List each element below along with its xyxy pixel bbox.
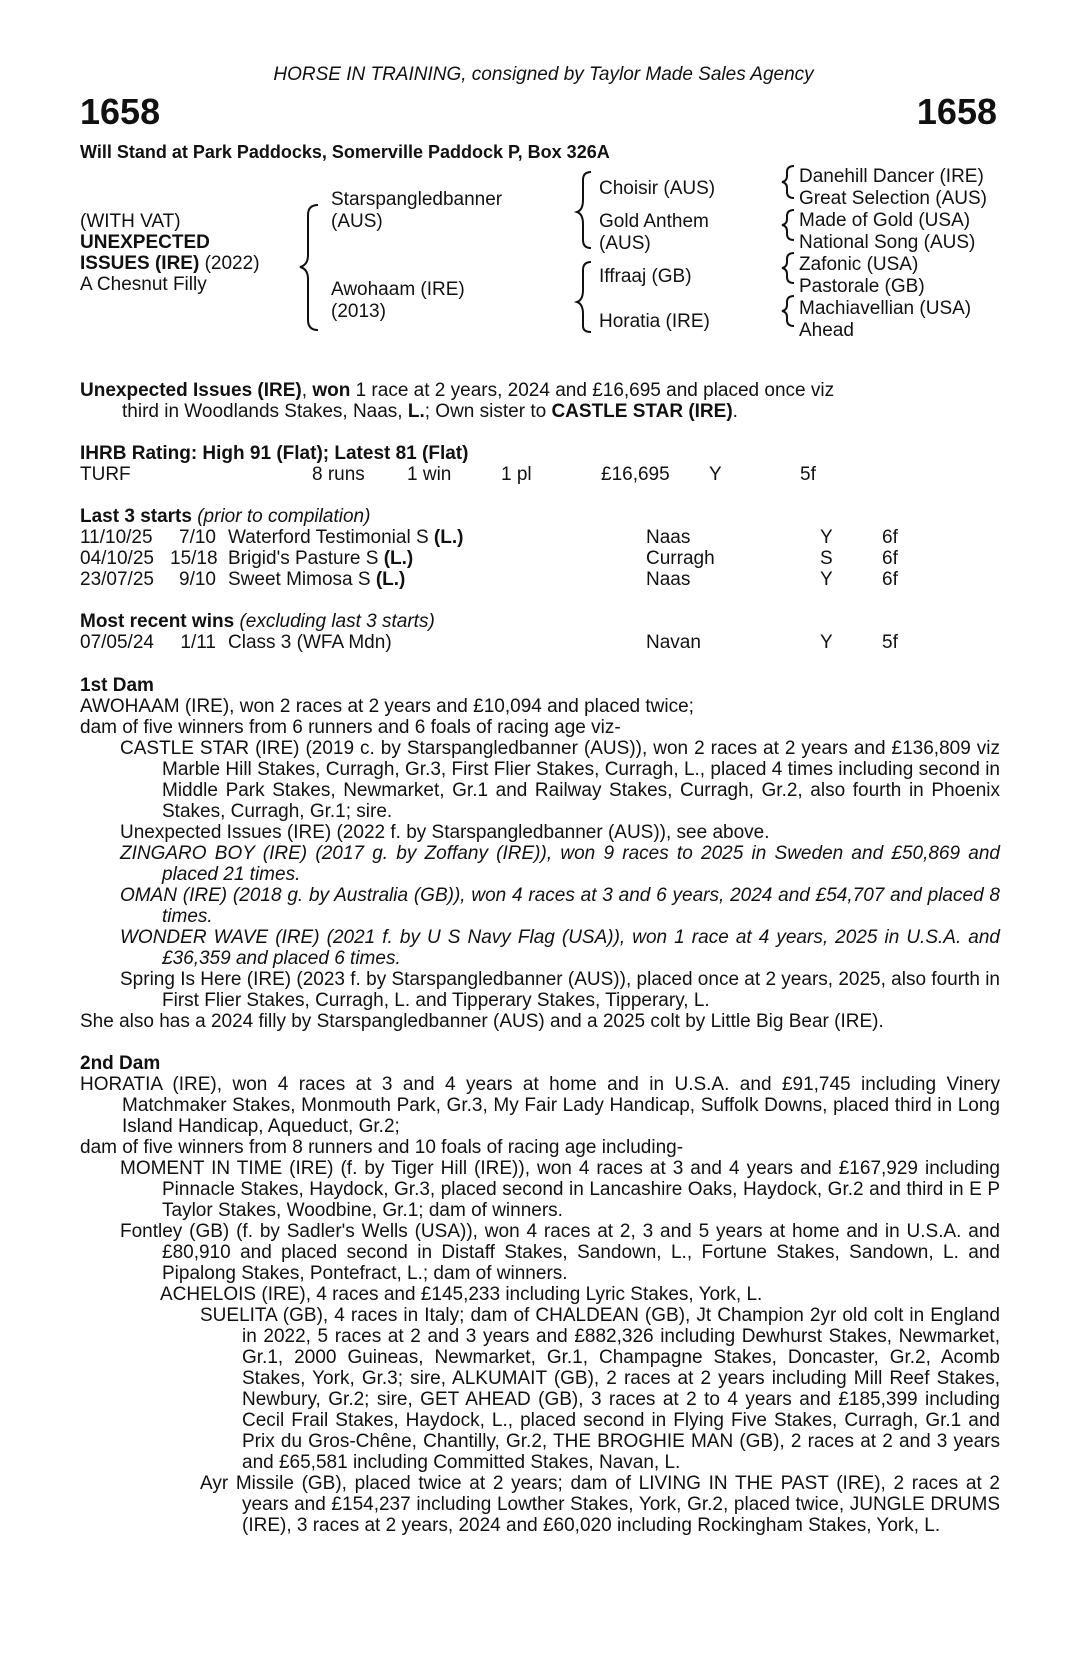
rating-title: IHRB Rating: High 91 (Flat); Latest 81 (Flat) bbox=[80, 443, 469, 464]
last3-course: Curragh bbox=[646, 548, 715, 569]
last3-grade: (L.) bbox=[370, 569, 406, 590]
rating-wins: 1 win bbox=[407, 464, 452, 485]
dam2-grandchild-1: ACHELOIS (IRE), 4 races and £145,233 including Lyric Stakes, York, L. bbox=[160, 1284, 763, 1305]
dam2-offspring-2: Fontley (GB) (f. by Sadler's Wells (USA)), won 4 races at 2, 3 and 5 years at home and in U.S.A. and £80,910 and placed second in Distaff Stakes, Sandown, L., Fortune Stakes, Sandown, L. and Pipalong Stakes, Pontefract, L.; dam of winners. bbox=[120, 1221, 1000, 1284]
last3-row bbox=[80, 548, 1000, 569]
ped-ddd: Ahead bbox=[799, 320, 854, 341]
recent-going: Y bbox=[820, 632, 833, 653]
first-dam bbox=[80, 675, 1000, 1032]
sire-country: (AUS) bbox=[331, 211, 383, 232]
horse-year: (2022) bbox=[204, 253, 260, 274]
ped-dsd: Pastorale (GB) bbox=[799, 276, 925, 297]
horse-name-line2: ISSUES (IRE) bbox=[80, 253, 200, 274]
pedigree-brace-dam bbox=[577, 262, 591, 332]
recent-title: Most recent wins bbox=[80, 611, 235, 632]
dam2-offspring-1: MOMENT IN TIME (IRE) (f. by Tiger Hill (IRE)), won 4 races at 3 and 4 years and £167,929 including Pinnacle Stakes, Haydock, Gr.3, placed second in Lancashire Oaks, Haydock, Gr.2 and third in E P Taylor Stakes, Woodbine, Gr.1; dam of winners. bbox=[120, 1158, 1000, 1221]
last3-date: 11/10/25 bbox=[80, 527, 153, 548]
summary-listed: L. bbox=[407, 401, 425, 422]
rating-row bbox=[80, 464, 1000, 485]
second-dam bbox=[80, 1053, 1000, 1536]
last3-course: Naas bbox=[646, 569, 691, 590]
last3-dist: 6f bbox=[882, 527, 898, 548]
rating-going: Y bbox=[709, 464, 722, 485]
last3-race: Sweet Mimosa S (L.) bbox=[228, 569, 406, 590]
ped-dss: Zafonic (USA) bbox=[799, 254, 919, 275]
dam1-offspring-1: CASTLE STAR (IRE) (2019 c. by Starspangledbanner (AUS)), won 2 races at 2 years and £136,809 viz Marble Hill Stakes, Curragh, Gr.3, First Flier Stakes, Curragh, L., placed 4 times including second in Middle Park Stakes, Newmarket, Gr.1 and Railway Stakes, Curragh, Gr.2, also fourth in Phoenix Stakes, Curragh, Gr.1; sire. bbox=[120, 738, 1000, 822]
rating-block bbox=[80, 443, 1000, 485]
dam1-offspring-6: Spring Is Here (IRE) (2023 f. by Starspangledbanner (AUS)), placed once at 2 years, 2025, also fourth in First Flier Stakes, Curragh, L. and Tipperary Stakes, Tipperary, L. bbox=[120, 969, 1000, 1011]
last3-dist: 6f bbox=[882, 569, 898, 590]
last3-course: Naas bbox=[646, 527, 691, 548]
recent-row bbox=[80, 632, 1000, 653]
ped-ssd: Great Selection (AUS) bbox=[799, 188, 987, 209]
recent-dist: 5f bbox=[882, 632, 898, 653]
last3-pos: 15/18 bbox=[170, 548, 218, 569]
pedigree-brace-sire bbox=[577, 172, 591, 248]
rating-distance: 5f bbox=[800, 464, 816, 485]
last3-pos: 9/10 bbox=[179, 569, 216, 590]
recent-pos: 1/11 bbox=[180, 632, 216, 653]
last3-table bbox=[80, 527, 1000, 590]
last3-row bbox=[80, 569, 1000, 590]
recent-date: 07/05/24 bbox=[80, 632, 154, 653]
last3-note: (prior to compilation) bbox=[197, 506, 371, 527]
last3-date: 04/10/25 bbox=[80, 548, 154, 569]
dam1-offspring-5: WONDER WAVE (IRE) (2021 f. by U S Navy Flag (USA)), won 1 race at 4 years, 2025 in U.S.A. and £36,359 and placed 6 times. bbox=[120, 927, 1000, 969]
last3-title: Last 3 starts bbox=[80, 506, 192, 527]
dam2-grandchild-3: Ayr Missile (GB), placed twice at 2 years; dam of LIVING IN THE PAST (IRE), 2 races at 2 years and £154,237 including Lowther Stakes, York, Gr.2, placed twice, JUNGLE DRUMS (IRE), 3 races at 2 years, 2024 and £60,020 including Rockingham Stakes, York, L. bbox=[200, 1473, 1000, 1536]
dam2-record: HORATIA (IRE), won 4 races at 3 and 4 years at home and in U.S.A. and £91,745 including Vinery Matchmaker Stakes, Monmouth Park, Gr.3, My Fair Lady Handicap, Suffolk Downs, placed third in Long Island Handicap, Aqueduct, Gr.2; bbox=[80, 1074, 1000, 1137]
dam-dam: Horatia (IRE) bbox=[599, 311, 710, 332]
rating-surface: TURF bbox=[80, 464, 131, 485]
last3-date: 23/07/25 bbox=[80, 569, 154, 590]
vat-note: (WITH VAT) bbox=[80, 211, 181, 232]
recent-table bbox=[80, 632, 1000, 653]
pedigree-brace-main bbox=[300, 205, 318, 330]
last3-grade: (L.) bbox=[378, 548, 414, 569]
summary-text2: third in Woodlands Stakes, Naas, bbox=[122, 401, 408, 422]
last3-row bbox=[80, 527, 1000, 548]
dam-name: Awohaam (IRE) bbox=[331, 279, 465, 300]
summary-horse-name: Unexpected Issues (IRE) bbox=[80, 380, 302, 401]
summary-sister: CASTLE STAR (IRE) bbox=[551, 401, 733, 422]
horse-name-line1: UNEXPECTED bbox=[80, 232, 210, 253]
dam1-other-foals: She also has a 2024 filly by Starspangledbanner (AUS) and a 2025 colt by Little Big Bear (IRE). bbox=[80, 1011, 884, 1032]
dam1-offspring-3: ZINGARO BOY (IRE) (2017 g. by Zoffany (IRE)), won 9 races to 2025 in Sweden and £50,869 and placed 21 times. bbox=[120, 843, 1000, 885]
dam-year: (2013) bbox=[331, 301, 386, 322]
lot-number-left: 1658 bbox=[80, 91, 161, 132]
recent-race: Class 3 (WFA Mdn) bbox=[228, 632, 392, 653]
ped-sdd: National Song (AUS) bbox=[799, 232, 976, 253]
ped-sss: Danehill Dancer (IRE) bbox=[799, 166, 984, 187]
last-three-starts bbox=[80, 506, 1000, 590]
sire-dam-l1: Gold Anthem bbox=[599, 211, 709, 232]
summary-won: won bbox=[312, 380, 351, 401]
dam-sire: Iffraaj (GB) bbox=[599, 266, 692, 287]
last3-race: Brigid's Pasture S (L.) bbox=[228, 548, 414, 569]
recent-course: Navan bbox=[646, 632, 701, 653]
sire-dam-l2: (AUS) bbox=[599, 233, 651, 254]
dam2-produce: dam of five winners from 8 runners and 10 foals of racing age including- bbox=[80, 1137, 684, 1158]
stand-location: Will Stand at Park Paddocks, Somerville Paddock P, Box 326A bbox=[80, 142, 610, 162]
dam1-record: AWOHAAM (IRE), won 2 races at 2 years and £10,094 and placed twice; bbox=[80, 696, 694, 717]
summary-text3: ; Own sister to bbox=[424, 401, 552, 422]
horse-description: A Chesnut Filly bbox=[80, 274, 207, 295]
sire-name: Starspangledbanner bbox=[331, 189, 503, 210]
last3-pos: 7/10 bbox=[179, 527, 216, 548]
ped-sds: Made of Gold (USA) bbox=[799, 210, 971, 231]
dam2-title: 2nd Dam bbox=[80, 1053, 161, 1074]
rating-runs: 8 runs bbox=[312, 464, 365, 485]
ped-dds: Machiavellian (USA) bbox=[799, 298, 972, 319]
last3-going: Y bbox=[820, 569, 833, 590]
last3-going: Y bbox=[820, 527, 833, 548]
race-summary: Unexpected Issues (IRE), won 1 race at 2 years, 2024 and £16,695 and placed once viz third in Woodlands Stakes, Naas, L.; Own sister to CASTLE STAR (IRE). bbox=[80, 380, 835, 422]
lot-number-right: 1658 bbox=[916, 91, 997, 132]
sire-sire: Choisir (AUS) bbox=[599, 178, 716, 199]
rating-earnings: £16,695 bbox=[601, 464, 670, 485]
recent-note: (excluding last 3 starts) bbox=[239, 611, 435, 632]
consignor-line: HORSE IN TRAINING, consigned by Taylor Made Sales Agency bbox=[273, 64, 814, 85]
dam1-offspring-2: Unexpected Issues (IRE) (2022 f. by Starspangledbanner (AUS)), see above. bbox=[120, 822, 770, 843]
dam1-title: 1st Dam bbox=[80, 675, 154, 696]
last3-dist: 6f bbox=[882, 548, 898, 569]
dam1-offspring-4: OMAN (IRE) (2018 g. by Australia (GB)), won 4 races at 3 and 6 years, 2024 and £54,707 and placed 8 times. bbox=[120, 885, 1000, 927]
last3-going: S bbox=[820, 548, 833, 569]
rating-placed: 1 pl bbox=[501, 464, 532, 485]
dam2-grandchild-2: SUELITA (GB), 4 races in Italy; dam of CHALDEAN (GB), Jt Champion 2yr old colt in England in 2022, 5 races at 2 and 3 years and £882,326 including Dewhurst Stakes, Newmarket, Gr.1, 2000 Guineas, Newmarket, Gr.1, Champagne Stakes, Doncaster, Gr.2, Acomb Stakes, York, Gr.3; sire, ALKUMAIT (GB), 2 races at 2 years including Mill Reef Stakes, Newbury, Gr.2; sire, GET AHEAD (GB), 3 races at 2 to 4 years and £185,399 including Cecil Frail Stakes, Haydock, L., placed second in Flying Five Stakes, Curragh, Gr.1 and Prix du Gros-Chêne, Chantilly, Gr.2, THE BROGHIE MAN (GB), 2 races at 2 and 3 years and £65,581 including Committed Stakes, Navan, L. bbox=[200, 1305, 1000, 1473]
dam1-produce: dam of five winners from 6 runners and 6 foals of racing age viz- bbox=[80, 717, 621, 738]
summary-text1: 1 race at 2 years, 2024 and £16,695 and placed once viz bbox=[350, 380, 835, 401]
last3-race: Waterford Testimonial S (L.) bbox=[228, 527, 464, 548]
most-recent-wins bbox=[80, 611, 1000, 653]
last3-grade: (L.) bbox=[428, 527, 464, 548]
